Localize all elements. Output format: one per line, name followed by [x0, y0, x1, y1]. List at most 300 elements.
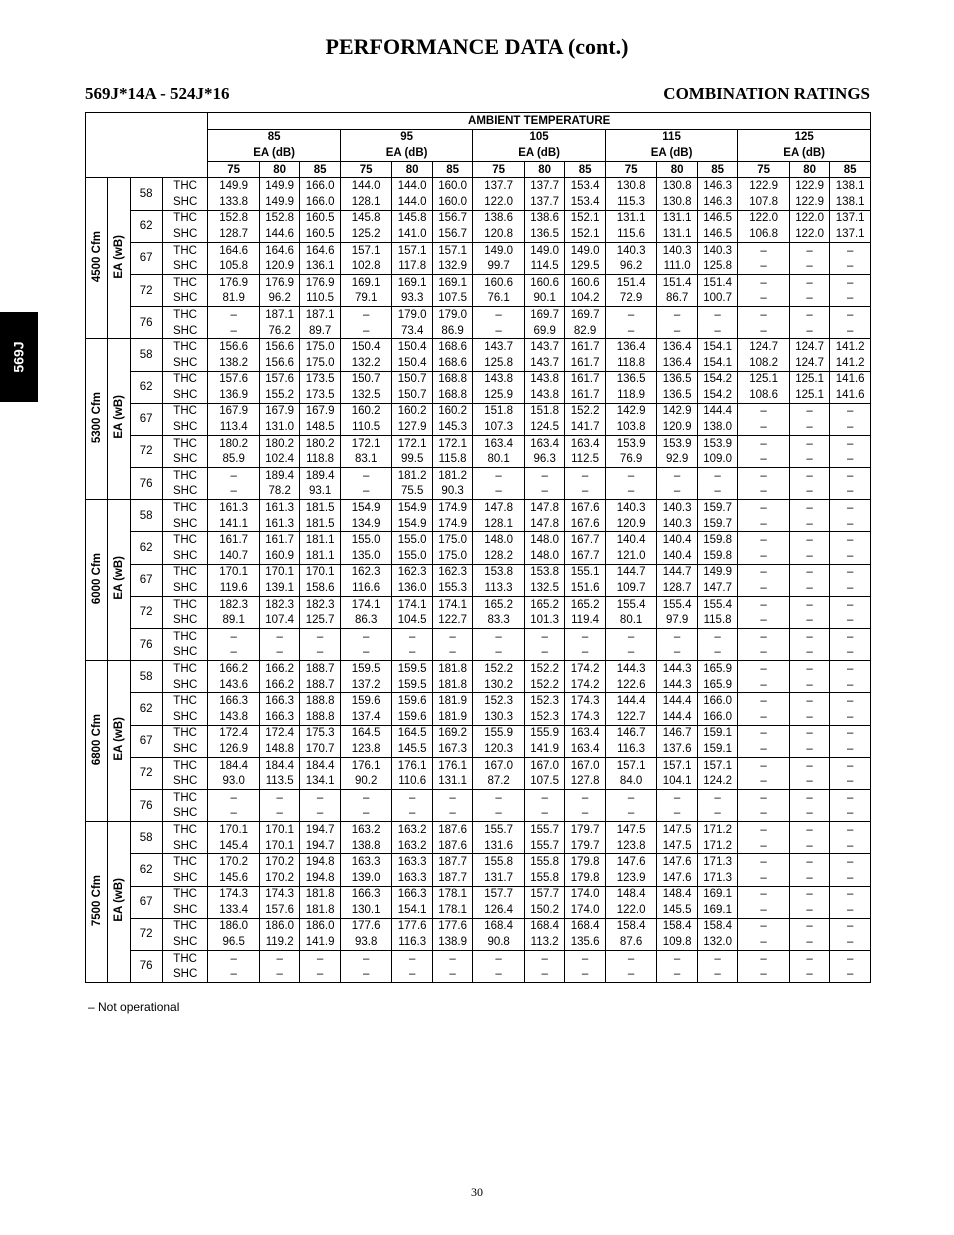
shc-value: –	[697, 966, 737, 982]
shc-label: SHC	[162, 258, 208, 274]
thc-value: –	[300, 629, 340, 645]
thc-value: –	[830, 242, 871, 258]
shc-value: 171.3	[697, 870, 737, 886]
shc-value: 152.3	[524, 709, 564, 725]
shc-value: 161.3	[259, 516, 299, 532]
thc-value: –	[524, 629, 564, 645]
table-row	[86, 902, 871, 918]
thc-label: THC	[162, 918, 208, 934]
thc-value: 171.3	[697, 854, 737, 870]
db-value-header: 85	[697, 161, 737, 178]
shc-value: 118.9	[605, 387, 657, 403]
shc-value: 128.1	[340, 194, 392, 210]
shc-value: 137.7	[524, 194, 564, 210]
shc-value: 108.6	[738, 387, 790, 403]
thc-value: –	[830, 886, 871, 902]
shc-label: SHC	[162, 838, 208, 854]
thc-value: –	[657, 307, 697, 323]
shc-value: 116.6	[340, 580, 392, 596]
shc-value: 123.9	[605, 870, 657, 886]
thc-value: –	[208, 950, 260, 966]
shc-value: 152.2	[524, 677, 564, 693]
thc-value: 159.1	[697, 725, 737, 741]
shc-value: 145.5	[657, 902, 697, 918]
shc-value: –	[524, 484, 564, 500]
wb-value: 58	[130, 500, 162, 532]
thc-value: –	[789, 789, 829, 805]
shc-value: 115.3	[605, 194, 657, 210]
shc-value: 140.7	[208, 548, 260, 564]
thc-value: 165.2	[565, 596, 605, 612]
thc-value: 160.2	[432, 403, 472, 419]
shc-value: 110.6	[392, 773, 432, 789]
thc-value: –	[830, 789, 871, 805]
thc-value: –	[432, 629, 472, 645]
shc-value: 144.6	[259, 226, 299, 242]
thc-value: 176.1	[392, 757, 432, 773]
thc-value: –	[340, 468, 392, 484]
shc-value: 122.7	[605, 709, 657, 725]
shc-value: 90.2	[340, 773, 392, 789]
ea-wb-label	[108, 500, 130, 661]
thc-value: –	[830, 403, 871, 419]
table-row	[86, 612, 871, 628]
shc-value: 147.5	[657, 838, 697, 854]
shc-value: –	[392, 966, 432, 982]
shc-value: –	[830, 451, 871, 467]
shc-value: 139.1	[259, 580, 299, 596]
shc-value: 125.2	[340, 226, 392, 242]
thc-value: 169.1	[697, 886, 737, 902]
thc-value: 155.4	[657, 596, 697, 612]
shc-value: –	[738, 291, 790, 307]
thc-value: 163.3	[392, 854, 432, 870]
db-value-header: 75	[208, 161, 260, 178]
thc-value: 141.2	[830, 339, 871, 355]
shc-label: SHC	[162, 934, 208, 950]
shc-value: 150.2	[524, 902, 564, 918]
shc-label: SHC	[162, 355, 208, 371]
thc-value: 174.1	[392, 596, 432, 612]
shc-value: 152.1	[565, 226, 605, 242]
thc-value: 122.0	[789, 210, 829, 226]
cfm-label	[86, 822, 108, 983]
ea-wb-label-text: EA (wB)	[112, 234, 125, 279]
thc-value: –	[605, 307, 657, 323]
thc-value: –	[830, 854, 871, 870]
thc-value: 143.8	[524, 371, 564, 387]
shc-value: 101.3	[524, 612, 564, 628]
shc-value: 151.6	[565, 580, 605, 596]
shc-value: 131.7	[473, 870, 525, 886]
shc-label: SHC	[162, 580, 208, 596]
thc-value: –	[738, 950, 790, 966]
ea-wb-label-text: EA (wB)	[112, 556, 125, 601]
shc-value: 96.5	[208, 934, 260, 950]
cfm-label-text: 6800 Cfm	[90, 713, 103, 765]
thc-label: THC	[162, 532, 208, 548]
table-row	[86, 500, 871, 516]
table-row	[86, 532, 871, 548]
thc-value: –	[657, 629, 697, 645]
shc-value: –	[208, 645, 260, 661]
thc-value: 157.1	[605, 757, 657, 773]
shc-value: –	[300, 966, 340, 982]
shc-value: 163.4	[565, 741, 605, 757]
thc-value: 151.4	[605, 274, 657, 290]
shc-value: –	[524, 806, 564, 822]
shc-value: 120.9	[605, 516, 657, 532]
thc-value: 152.3	[473, 693, 525, 709]
thc-value: –	[789, 886, 829, 902]
db-value-header: 85	[565, 161, 605, 178]
thc-value: 176.9	[208, 274, 260, 290]
shc-value: 107.3	[473, 419, 525, 435]
shc-value: –	[830, 645, 871, 661]
thc-value: –	[789, 918, 829, 934]
shc-value: 132.0	[697, 934, 737, 950]
table-row	[86, 419, 871, 435]
wb-value: 76	[130, 629, 162, 661]
shc-value: –	[738, 645, 790, 661]
thc-value: –	[697, 629, 737, 645]
thc-value: –	[789, 725, 829, 741]
thc-value: 144.4	[605, 693, 657, 709]
shc-value: 69.9	[524, 323, 564, 339]
shc-value: 100.7	[697, 291, 737, 307]
shc-value: 167.7	[565, 548, 605, 564]
thc-value: –	[473, 629, 525, 645]
shc-value: 125.9	[473, 387, 525, 403]
shc-value: 160.9	[259, 548, 299, 564]
thc-value: –	[697, 789, 737, 805]
thc-value: 179.0	[432, 307, 472, 323]
shc-value: 138.8	[340, 838, 392, 854]
thc-value: 166.2	[208, 661, 260, 677]
shc-value: –	[830, 806, 871, 822]
shc-value: 131.1	[432, 773, 472, 789]
thc-value: 184.4	[208, 757, 260, 773]
shc-value: 143.7	[524, 355, 564, 371]
side-tab-label: 569J	[11, 341, 27, 373]
thc-value: 141.6	[830, 371, 871, 387]
wb-value: 62	[130, 371, 162, 403]
thc-value: 147.8	[524, 500, 564, 516]
thc-value: –	[208, 307, 260, 323]
shc-value: 93.8	[340, 934, 392, 950]
thc-value: 130.8	[657, 178, 697, 194]
thc-value: –	[738, 822, 790, 838]
wb-value: 76	[130, 307, 162, 339]
shc-value: –	[789, 870, 829, 886]
shc-value: 187.7	[432, 870, 472, 886]
shc-value: 167.6	[565, 516, 605, 532]
shc-value: –	[605, 806, 657, 822]
db-value-header: 85	[432, 161, 472, 178]
shc-value: –	[789, 966, 829, 982]
shc-value: –	[208, 484, 260, 500]
thc-value: 124.7	[789, 339, 829, 355]
shc-value: 125.8	[473, 355, 525, 371]
thc-value: –	[657, 468, 697, 484]
thc-value: –	[340, 307, 392, 323]
shc-value: –	[830, 612, 871, 628]
table-row	[86, 806, 871, 822]
shc-value: –	[789, 677, 829, 693]
shc-value: 141.2	[830, 355, 871, 371]
thc-value: 152.2	[524, 661, 564, 677]
thc-value: –	[524, 468, 564, 484]
thc-value: –	[340, 789, 392, 805]
thc-value: 150.7	[392, 371, 432, 387]
shc-value: 119.6	[208, 580, 260, 596]
shc-value: –	[208, 966, 260, 982]
wb-value: 72	[130, 918, 162, 950]
shc-value: 120.9	[259, 258, 299, 274]
thc-value: 150.4	[340, 339, 392, 355]
thc-value: 174.9	[432, 500, 472, 516]
thc-value: –	[830, 950, 871, 966]
thc-value: 166.0	[300, 178, 340, 194]
ambient-temp-header: 95	[340, 129, 472, 145]
shc-value: 80.1	[473, 451, 525, 467]
shc-value: 127.8	[565, 773, 605, 789]
thc-value: 169.1	[392, 274, 432, 290]
shc-value: 106.8	[738, 226, 790, 242]
shc-value: 109.7	[605, 580, 657, 596]
table-row	[86, 291, 871, 307]
shc-value: 108.2	[738, 355, 790, 371]
thc-value: –	[830, 307, 871, 323]
shc-value: –	[738, 902, 790, 918]
shc-value: 125.7	[300, 612, 340, 628]
shc-value: 134.9	[340, 516, 392, 532]
thc-value: 136.4	[605, 339, 657, 355]
thc-value: 153.9	[697, 435, 737, 451]
shc-value: –	[830, 291, 871, 307]
shc-value: 138.9	[432, 934, 472, 950]
shc-value: –	[565, 806, 605, 822]
thc-value: 140.3	[605, 242, 657, 258]
shc-value: –	[432, 645, 472, 661]
shc-value: –	[340, 645, 392, 661]
shc-value: –	[738, 870, 790, 886]
thc-value: 163.4	[473, 435, 525, 451]
shc-label: SHC	[162, 966, 208, 982]
shc-value: 131.0	[259, 419, 299, 435]
shc-value: 131.6	[473, 838, 525, 854]
shc-value: 137.6	[657, 741, 697, 757]
shc-value: 83.1	[340, 451, 392, 467]
thc-value: 156.6	[259, 339, 299, 355]
wb-value: 67	[130, 564, 162, 596]
thc-value: 187.6	[432, 822, 472, 838]
thc-value: –	[259, 629, 299, 645]
shc-value: 135.6	[565, 934, 605, 950]
shc-value: 115.6	[605, 226, 657, 242]
thc-value: 194.7	[300, 822, 340, 838]
shc-value: –	[789, 612, 829, 628]
thc-value: –	[524, 950, 564, 966]
table-row	[86, 789, 871, 805]
thc-value: 186.0	[300, 918, 340, 934]
header-corner	[86, 113, 208, 178]
shc-label: SHC	[162, 548, 208, 564]
shc-value: –	[392, 645, 432, 661]
shc-value: 146.3	[697, 194, 737, 210]
thc-value: 144.4	[657, 693, 697, 709]
shc-label: SHC	[162, 387, 208, 403]
shc-value: 86.3	[340, 612, 392, 628]
shc-value: 92.9	[657, 451, 697, 467]
thc-label: THC	[162, 886, 208, 902]
thc-value: 182.3	[300, 596, 340, 612]
thc-value: –	[789, 403, 829, 419]
thc-value: 184.4	[259, 757, 299, 773]
shc-label: SHC	[162, 645, 208, 661]
thc-value: 146.7	[605, 725, 657, 741]
shc-value: 102.4	[259, 451, 299, 467]
thc-value: –	[738, 564, 790, 580]
shc-value: 120.3	[473, 741, 525, 757]
shc-value: 174.0	[565, 902, 605, 918]
shc-value: 122.0	[789, 226, 829, 242]
thc-value: 155.9	[524, 725, 564, 741]
thc-value: –	[473, 468, 525, 484]
table-row	[86, 323, 871, 339]
thc-value: 163.2	[340, 822, 392, 838]
thc-value: 186.0	[259, 918, 299, 934]
table-row	[86, 307, 871, 323]
shc-value: –	[830, 741, 871, 757]
table-row	[86, 757, 871, 773]
shc-value: –	[830, 934, 871, 950]
thc-value: 164.6	[259, 242, 299, 258]
shc-label: SHC	[162, 806, 208, 822]
table-row	[86, 339, 871, 355]
shc-value: 139.0	[340, 870, 392, 886]
shc-value: 154.2	[697, 387, 737, 403]
shc-value: 163.3	[392, 870, 432, 886]
thc-value: –	[789, 950, 829, 966]
shc-value: –	[208, 323, 260, 339]
wb-value: 72	[130, 435, 162, 467]
thc-value: 149.9	[697, 564, 737, 580]
table-row	[86, 451, 871, 467]
thc-value: 177.6	[340, 918, 392, 934]
thc-value: 157.1	[392, 242, 432, 258]
thc-value: –	[830, 918, 871, 934]
thc-value: 159.8	[697, 532, 737, 548]
shc-value: –	[657, 323, 697, 339]
thc-value: 157.1	[697, 757, 737, 773]
thc-value: 147.8	[473, 500, 525, 516]
shc-value: –	[830, 323, 871, 339]
table-row	[86, 274, 871, 290]
thc-value: 153.9	[605, 435, 657, 451]
thc-value: 151.8	[473, 403, 525, 419]
shc-value: 130.2	[473, 677, 525, 693]
thc-value: 160.6	[524, 274, 564, 290]
shc-value: 178.1	[432, 902, 472, 918]
thc-value: 161.7	[208, 532, 260, 548]
thc-value: 163.4	[524, 435, 564, 451]
thc-value: –	[789, 693, 829, 709]
cfm-label-text: 6000 Cfm	[90, 552, 103, 604]
thc-value: 167.9	[300, 403, 340, 419]
thc-value: 163.2	[392, 822, 432, 838]
thc-label: THC	[162, 274, 208, 290]
thc-value: 187.1	[300, 307, 340, 323]
shc-value: –	[697, 323, 737, 339]
shc-value: 128.1	[473, 516, 525, 532]
shc-value: –	[259, 645, 299, 661]
table-row	[86, 854, 871, 870]
shc-value: 104.5	[392, 612, 432, 628]
shc-value: 93.1	[300, 484, 340, 500]
thc-value: –	[830, 500, 871, 516]
shc-value: 136.5	[524, 226, 564, 242]
thc-value: –	[738, 725, 790, 741]
shc-value: 159.8	[697, 548, 737, 564]
thc-value: 144.0	[392, 178, 432, 194]
cfm-label-text: 7500 Cfm	[90, 874, 103, 926]
thc-value: 140.3	[657, 242, 697, 258]
shc-value: 194.7	[300, 838, 340, 854]
shc-value: 125.1	[789, 387, 829, 403]
shc-value: –	[830, 902, 871, 918]
shc-value: 166.3	[259, 709, 299, 725]
thc-value: 163.3	[340, 854, 392, 870]
shc-value: –	[789, 548, 829, 564]
shc-value: –	[830, 966, 871, 982]
shc-value: 145.5	[392, 741, 432, 757]
shc-value: 109.0	[697, 451, 737, 467]
table-row	[86, 403, 871, 419]
shc-value: –	[738, 451, 790, 467]
thc-value: 137.7	[473, 178, 525, 194]
wb-value: 67	[130, 242, 162, 274]
shc-value: 97.9	[657, 612, 697, 628]
db-value-header: 85	[300, 161, 340, 178]
thc-value: 172.1	[392, 435, 432, 451]
table-row	[86, 773, 871, 789]
thc-value: 181.5	[300, 500, 340, 516]
thc-value: 170.1	[208, 564, 260, 580]
table-row	[86, 709, 871, 725]
thc-value: 165.9	[697, 661, 737, 677]
thc-value: 181.8	[432, 661, 472, 677]
shc-value: 125.8	[697, 258, 737, 274]
thc-value: 180.2	[208, 435, 260, 451]
shc-value: 148.0	[524, 548, 564, 564]
shc-value: 150.4	[392, 355, 432, 371]
shc-value: –	[473, 966, 525, 982]
shc-value: –	[697, 806, 737, 822]
thc-value: 187.7	[432, 854, 472, 870]
shc-value: –	[738, 806, 790, 822]
thc-value: 154.1	[697, 339, 737, 355]
shc-value: 113.3	[473, 580, 525, 596]
db-value-header: 80	[524, 161, 564, 178]
shc-value: 132.2	[340, 355, 392, 371]
shc-value: 111.0	[657, 258, 697, 274]
thc-value: 162.3	[392, 564, 432, 580]
table-row	[86, 387, 871, 403]
thc-value: 137.7	[524, 178, 564, 194]
thc-value: –	[300, 950, 340, 966]
shc-value: 113.4	[208, 419, 260, 435]
